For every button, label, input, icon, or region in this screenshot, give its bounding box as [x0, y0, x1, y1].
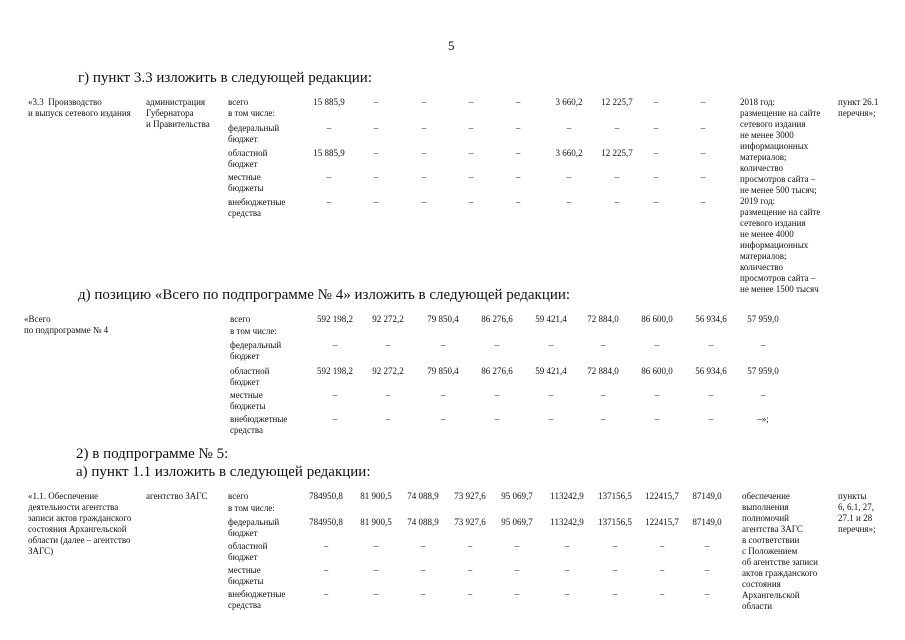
row-label: областной бюджет	[230, 366, 270, 387]
row-label: местные бюджеты	[228, 172, 264, 193]
value-cell: –	[467, 565, 473, 575]
value-cell: –	[467, 541, 473, 551]
value-cell: –	[332, 414, 338, 424]
row-label: федеральный бюджет	[228, 123, 280, 144]
value-cell: –	[385, 414, 391, 424]
value-cell: –	[468, 97, 474, 107]
row-label: в том числе:	[228, 108, 275, 118]
value-cell: –	[326, 197, 332, 207]
value-cell: –	[514, 589, 520, 599]
value-cell: –	[420, 589, 426, 599]
value-cell: 15 885,9	[313, 148, 345, 158]
section-g-reference: пункт 26.1 перечня»;	[838, 97, 879, 118]
value-cell: –	[332, 390, 338, 400]
row-label: внебюджетные средства	[228, 197, 286, 218]
value-cell: –	[700, 97, 706, 107]
value-cell: –	[468, 148, 474, 158]
value-cell: 95 069,7	[501, 517, 533, 527]
value-cell: –	[700, 172, 706, 182]
value-cell: 12 225,7	[601, 97, 633, 107]
value-cell: –	[600, 390, 606, 400]
value-cell: –	[653, 197, 659, 207]
value-cell: 81 900,5	[360, 491, 392, 501]
value-cell: –	[421, 97, 427, 107]
row-label: в том числе:	[228, 503, 275, 513]
value-cell: –	[614, 172, 620, 182]
section-g-result: 2018 год: размещение на сайте сетевого издания не менее 3000 информационных материалов; количество просмотров сайта – не менее 500 тысяч; 2019 год: размещение на сайте сетевого издания не менее 4000 информационных материалов; количество просмотров сайта – не менее 1500 тысяч	[740, 97, 821, 294]
value-cell: –	[326, 123, 332, 133]
value-cell: –	[421, 123, 427, 133]
value-cell: –	[700, 197, 706, 207]
value-cell: 73 927,6	[454, 517, 486, 527]
value-cell: –	[421, 172, 427, 182]
value-cell: –	[385, 390, 391, 400]
value-cell: –	[548, 390, 554, 400]
value-cell: –	[515, 123, 521, 133]
value-cell: 73 927,6	[454, 491, 486, 501]
value-cell: –	[332, 340, 338, 350]
row-label: в том числе:	[230, 326, 277, 336]
value-cell: 86 276,6	[481, 366, 513, 376]
value-cell: –	[468, 123, 474, 133]
value-cell: –	[612, 589, 618, 599]
value-cell: –	[515, 197, 521, 207]
value-cell: –	[467, 589, 473, 599]
value-cell: –	[654, 340, 660, 350]
value-cell: 3 660,2	[555, 97, 583, 107]
value-cell: –	[566, 172, 572, 182]
section-2-reference: пункты 6, 6.1, 27, 27.1 и 28 перечня»;	[838, 491, 876, 534]
value-cell: 56 934,6	[695, 314, 727, 324]
value-cell: –	[373, 123, 379, 133]
row-label: местные бюджеты	[230, 390, 266, 411]
page-number: 5	[448, 38, 455, 53]
row-label: всего	[228, 97, 249, 107]
value-cell: 113242,9	[550, 491, 584, 501]
section-d-heading: д) позицию «Всего по подпрограмме № 4» изложить в следующей редакции:	[78, 287, 571, 303]
value-cell: 122415,7	[645, 517, 679, 527]
value-cell: 86 276,6	[481, 314, 513, 324]
value-cell: 86 600,0	[641, 314, 673, 324]
value-cell: –	[421, 148, 427, 158]
value-cell: –	[564, 541, 570, 551]
value-cell: 59 421,4	[535, 366, 567, 376]
value-cell: –	[700, 123, 706, 133]
row-label: внебюджетные средства	[228, 589, 286, 610]
section-2-result: обеспечение выполнения полномочий агентства ЗАГС в соответствии с Положением об агентстве записи актов гражданского состояния Архангельской области	[742, 491, 818, 611]
row-label: местные бюджеты	[228, 565, 264, 586]
value-cell: –	[659, 589, 665, 599]
value-cell: 113242,9	[550, 517, 584, 527]
row-label: федеральный бюджет	[228, 517, 280, 538]
value-cell: –	[440, 390, 446, 400]
value-cell: 57 959,0	[747, 366, 779, 376]
value-cell: –	[373, 148, 379, 158]
value-cell: 92 272,2	[372, 366, 404, 376]
row-label: всего	[230, 314, 251, 324]
value-cell: 12 225,7	[601, 148, 633, 158]
value-cell: –	[704, 541, 710, 551]
value-cell: 3 660,2	[555, 148, 583, 158]
value-cell: –	[654, 390, 660, 400]
value-cell: –	[659, 541, 665, 551]
value-cell: –	[708, 414, 714, 424]
value-cell: –	[653, 97, 659, 107]
section-2-heading: 2) в подпрограмме № 5:	[76, 446, 229, 462]
value-cell: –	[564, 565, 570, 575]
value-cell: –	[515, 148, 521, 158]
value-cell: –	[653, 123, 659, 133]
row-label: всего	[228, 491, 249, 501]
row-label: областной бюджет	[228, 148, 268, 169]
value-cell: 74 088,9	[407, 517, 439, 527]
value-cell: –	[659, 565, 665, 575]
value-cell: 72 884,0	[587, 314, 619, 324]
value-cell: –	[548, 340, 554, 350]
value-cell: –	[494, 390, 500, 400]
section-g-heading: г) пункт 3.3 изложить в следующей редакции:	[78, 70, 372, 86]
value-cell: –	[612, 565, 618, 575]
value-cell: –	[326, 172, 332, 182]
section-g-item: «3.3 Производство и выпуск сетевого издания	[28, 97, 131, 118]
value-cell: 87149,0	[692, 517, 722, 527]
value-cell: 79 850,4	[427, 366, 459, 376]
value-cell: –	[760, 340, 766, 350]
value-cell: –	[600, 340, 606, 350]
section-2-item: «1.1. Обеспечение деятельности агентства записи актов гражданского состояния Архангельской области (далее – агентство ЗАГС)	[28, 491, 132, 556]
row-label: областной бюджет	[228, 541, 268, 562]
value-cell: –	[612, 541, 618, 551]
value-cell: –	[614, 123, 620, 133]
value-cell: 56 934,6	[695, 366, 727, 376]
value-cell: 137156,5	[598, 491, 632, 501]
value-cell: 57 959,0	[747, 314, 779, 324]
value-cell: –	[548, 414, 554, 424]
value-cell: 784950,8	[309, 491, 343, 501]
value-cell: –	[653, 148, 659, 158]
value-cell: –	[373, 565, 379, 575]
value-cell: –»;	[757, 414, 769, 424]
value-cell: 784950,8	[309, 517, 343, 527]
value-cell: –	[323, 589, 329, 599]
value-cell: –	[468, 197, 474, 207]
value-cell: –	[385, 340, 391, 350]
value-cell: –	[653, 172, 659, 182]
value-cell: 122415,7	[645, 491, 679, 501]
value-cell: 79 850,4	[427, 314, 459, 324]
value-cell: 87149,0	[692, 491, 722, 501]
value-cell: 137156,5	[598, 517, 632, 527]
value-cell: –	[515, 97, 521, 107]
value-cell: –	[515, 172, 521, 182]
value-cell: –	[420, 565, 426, 575]
value-cell: –	[373, 197, 379, 207]
value-cell: –	[440, 340, 446, 350]
value-cell: 95 069,7	[501, 491, 533, 501]
value-cell: –	[468, 172, 474, 182]
section-2-executor: агентство ЗАГС	[146, 491, 208, 501]
section-g-executor: администрация Губернатора и Правительства	[146, 97, 210, 129]
value-cell: –	[708, 390, 714, 400]
value-cell: 86 600,0	[641, 366, 673, 376]
value-cell: –	[564, 589, 570, 599]
value-cell: 74 088,9	[407, 491, 439, 501]
value-cell: –	[323, 541, 329, 551]
row-label: федеральный бюджет	[230, 340, 282, 361]
value-cell: –	[708, 340, 714, 350]
value-cell: 92 272,2	[372, 314, 404, 324]
value-cell: 592 198,2	[317, 366, 353, 376]
row-label: внебюджетные средства	[230, 414, 288, 435]
value-cell: 15 885,9	[313, 97, 345, 107]
value-cell: –	[704, 565, 710, 575]
value-cell: –	[373, 97, 379, 107]
value-cell: –	[494, 340, 500, 350]
value-cell: –	[323, 565, 329, 575]
value-cell: –	[760, 390, 766, 400]
value-cell: 72 884,0	[587, 366, 619, 376]
value-cell: –	[494, 414, 500, 424]
section-2-subheading: а) пункт 1.1 изложить в следующей редакции:	[76, 464, 371, 480]
value-cell: –	[566, 197, 572, 207]
value-cell: –	[614, 197, 620, 207]
value-cell: –	[373, 172, 379, 182]
value-cell: –	[700, 148, 706, 158]
value-cell: –	[421, 197, 427, 207]
value-cell: 592 198,2	[317, 314, 353, 324]
value-cell: –	[440, 414, 446, 424]
value-cell: –	[514, 541, 520, 551]
value-cell: –	[704, 589, 710, 599]
section-d-item: «Всего по подпрограмме № 4	[24, 314, 109, 335]
value-cell: 59 421,4	[535, 314, 567, 324]
value-cell: –	[654, 414, 660, 424]
value-cell: –	[420, 541, 426, 551]
value-cell: –	[566, 123, 572, 133]
value-cell: –	[373, 589, 379, 599]
value-cell: –	[600, 414, 606, 424]
value-cell: –	[514, 565, 520, 575]
value-cell: –	[373, 541, 379, 551]
value-cell: 81 900,5	[360, 517, 392, 527]
